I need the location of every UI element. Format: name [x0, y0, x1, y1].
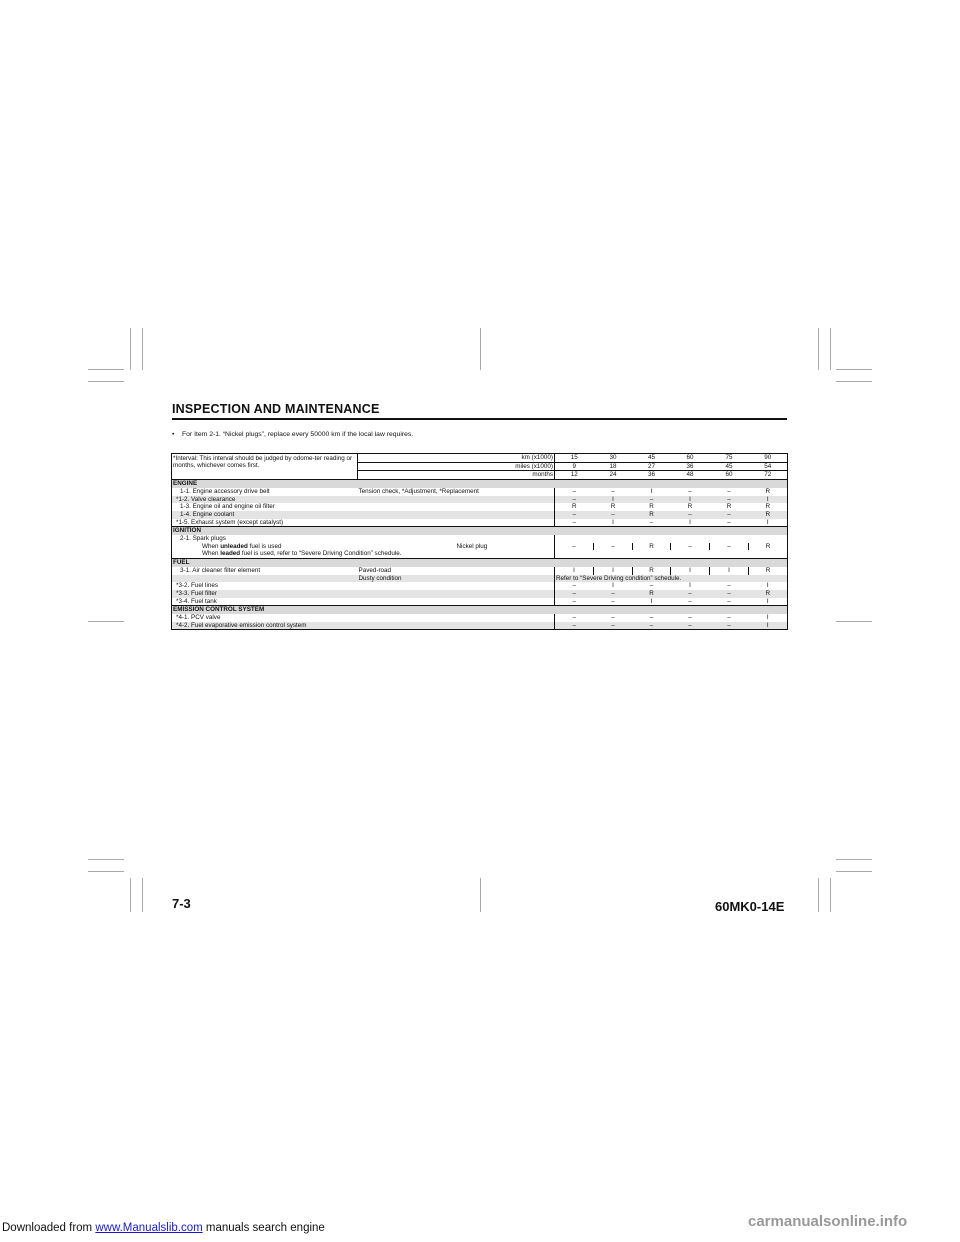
cell-value: –	[688, 487, 692, 495]
unleaded-label	[172, 543, 358, 551]
table-row	[172, 503, 788, 511]
cell-value: I	[710, 567, 749, 575]
title-rule	[172, 418, 787, 420]
cell-value: I	[612, 518, 614, 526]
cell-value: R	[633, 511, 671, 519]
cell-value: –	[710, 543, 749, 551]
interval-label: months	[358, 471, 555, 480]
section-title: INSPECTION AND MAINTENANCE	[172, 402, 380, 416]
interval-value: 60	[710, 471, 749, 480]
item-label: 2-1. Spark plugs	[180, 535, 226, 543]
cell-value: –	[671, 590, 710, 598]
item-detail	[358, 614, 555, 622]
cell-value: –	[555, 543, 594, 551]
cell-value: –	[555, 622, 594, 630]
cell-value: I	[766, 518, 769, 526]
item-label: *1-2. Valve clearance	[172, 496, 358, 504]
cell-value: –	[649, 582, 654, 590]
crop-mark	[88, 871, 124, 872]
item-detail	[358, 496, 555, 504]
empty-cell	[172, 575, 358, 583]
note-text: For Item 2-1. “Nickel plugs”, replace every 50000 km if the local law requires.	[182, 431, 414, 438]
crop-mark	[830, 878, 831, 912]
nickel-plug-label: Nickel plug	[456, 542, 488, 550]
item-detail	[358, 590, 555, 598]
item-label: 1-1. Engine accessory drive belt	[180, 487, 270, 495]
dusty-note: Refer to “Severe Driving condition” schedule.	[555, 575, 788, 583]
interval-value: 45	[710, 462, 749, 471]
cell-value: –	[555, 488, 594, 496]
cell-value: I	[650, 597, 653, 605]
footer-prefix: Downloaded from	[2, 1222, 96, 1234]
item-label: *3-4. Fuel tank	[176, 597, 217, 605]
leaded-label	[172, 550, 555, 558]
crop-mark	[836, 871, 872, 872]
cell-value: R	[749, 511, 788, 519]
cell-value: I	[612, 582, 614, 590]
interval-value: 12	[555, 471, 594, 480]
crop-mark	[818, 878, 819, 912]
item-detail: Paved-road	[358, 566, 392, 574]
section-heading: ENGINE	[172, 480, 788, 488]
cell-value: –	[649, 614, 654, 622]
bullet-note	[172, 431, 413, 438]
interval-value: 48	[671, 471, 710, 480]
table-row	[172, 575, 788, 583]
crop-mark	[130, 878, 131, 912]
cell-value: –	[594, 622, 633, 630]
cell-value: –	[555, 614, 594, 622]
manualslib-link[interactable]: www.Manualslib.com	[95, 1222, 203, 1234]
cell-value: –	[710, 496, 749, 504]
crop-mark	[836, 381, 872, 382]
table-row	[172, 614, 788, 622]
cell-value: I	[766, 582, 769, 590]
table-row	[172, 535, 788, 543]
crop-mark	[836, 859, 872, 860]
interval-value: 27	[633, 462, 671, 471]
section-heading-engine	[172, 480, 788, 488]
cell-value: I	[671, 496, 710, 504]
text-span: leaded	[220, 550, 241, 558]
cell-value: –	[594, 590, 633, 598]
item-detail: Dusty condition	[358, 575, 555, 583]
document-code: 60MK0-14E	[715, 899, 785, 914]
cell-value: R	[633, 590, 671, 598]
interval-value: 36	[633, 471, 671, 480]
cell-value: –	[594, 511, 633, 519]
cell-value: R	[610, 503, 616, 511]
interval-value: 24	[594, 471, 633, 480]
cell-value: –	[688, 597, 692, 605]
table-row	[172, 598, 788, 606]
cell-value: I	[766, 614, 769, 622]
interval-value: 60	[671, 454, 710, 463]
crop-mark	[830, 328, 831, 370]
section-heading: IGNITION	[172, 527, 788, 535]
cell-value: I	[594, 567, 633, 575]
crop-mark	[836, 621, 872, 622]
cell-value: R	[687, 503, 693, 511]
table-row	[172, 511, 788, 519]
table-row	[172, 567, 788, 575]
interval-value: 90	[749, 454, 788, 463]
cell-value: –	[594, 543, 633, 551]
interval-value: 45	[633, 454, 671, 463]
cell-value: –	[555, 590, 594, 598]
item-detail	[358, 598, 555, 606]
cell-value: –	[671, 622, 710, 630]
cell-value: –	[710, 590, 749, 598]
table-row	[172, 496, 788, 504]
cell-value: I	[689, 582, 691, 590]
watermark: carmanualsonline.info	[748, 1213, 908, 1230]
table-row	[172, 519, 788, 527]
item-detail	[358, 511, 555, 519]
cell-value: –	[727, 582, 731, 590]
cell-value: –	[727, 597, 731, 605]
cell-value: –	[555, 598, 594, 606]
item-detail: Tension check, *Adjustment, *Replacement	[358, 487, 479, 495]
item-label: *3-3. Fuel filter	[172, 590, 358, 598]
crop-mark	[818, 328, 819, 370]
maintenance-schedule-table	[171, 453, 788, 630]
cell-value: I	[689, 518, 691, 526]
item-detail	[358, 519, 555, 527]
download-footer	[2, 1222, 325, 1234]
crop-mark	[88, 381, 124, 382]
cell-value: I	[650, 487, 653, 495]
cell-value: –	[649, 518, 654, 526]
cell-value: –	[555, 496, 594, 504]
cell-value: R	[765, 487, 771, 495]
crop-mark	[480, 328, 481, 370]
crop-mark	[480, 878, 481, 912]
section-heading-fuel	[172, 559, 788, 567]
section-heading: FUEL	[172, 559, 788, 567]
empty-cell	[555, 550, 788, 558]
cell-value: –	[727, 518, 731, 526]
interval-value: 72	[749, 471, 788, 480]
footer-tagline: manuals search engine	[202, 1222, 325, 1234]
interval-value: 15	[555, 454, 594, 463]
interval-value: 30	[594, 454, 633, 463]
crop-mark	[88, 369, 124, 370]
section-heading: EMISSION CONTROL SYSTEM	[172, 606, 788, 614]
cell-value: R	[633, 567, 671, 575]
cell-value: R	[633, 543, 671, 551]
interval-value: 18	[594, 462, 633, 471]
item-detail	[358, 503, 555, 511]
item-detail	[358, 582, 555, 590]
item-label: 3-1. Air cleaner filter element	[180, 566, 261, 574]
text-span: fuel is used, refer to “Severe Driving Condition” schedule.	[240, 550, 402, 558]
cell-value: –	[633, 622, 671, 630]
cell-value: I	[555, 567, 594, 575]
cell-value: –	[671, 543, 710, 551]
item-label: 1-4. Engine coolant	[172, 511, 358, 519]
item-label: 1-3. Engine oil and engine oil filter	[180, 503, 275, 511]
cell-value: –	[611, 597, 615, 605]
table-row	[172, 590, 788, 598]
interval-row	[172, 454, 788, 463]
interval-label: miles (x1000)	[358, 462, 555, 471]
text-span: When	[202, 550, 221, 558]
cell-value: –	[611, 614, 615, 622]
interval-label: km (x1000)	[358, 454, 555, 463]
crop-mark	[88, 859, 124, 860]
cell-value: I	[766, 597, 769, 605]
cell-value: R	[649, 503, 654, 511]
text-span: When	[202, 542, 221, 550]
table-row	[172, 582, 788, 590]
text-span: fuel is used	[247, 542, 282, 550]
cell-value: –	[727, 614, 731, 622]
cell-value: –	[710, 622, 749, 630]
cell-value: I	[749, 496, 788, 504]
interval-value: 54	[749, 462, 788, 471]
table-row	[172, 622, 788, 630]
cell-value: –	[633, 496, 671, 504]
cell-value: –	[710, 511, 749, 519]
empty-cell	[555, 535, 788, 543]
cell-value: –	[671, 511, 710, 519]
section-heading-ignition	[172, 527, 788, 535]
cell-value: R	[749, 567, 788, 575]
crop-mark	[142, 328, 143, 370]
cell-value: R	[749, 543, 788, 551]
crop-mark	[836, 369, 872, 370]
interval-note: *Interval: This interval should be judged by odome-ter reading or months, whichever comes first.	[173, 455, 353, 469]
table-row	[172, 550, 788, 558]
item-detail	[358, 543, 555, 551]
item-label: *1-5. Exhaust system (except catalyst)	[176, 518, 284, 526]
page-number: 7-3	[172, 896, 191, 911]
cell-value: R	[749, 590, 788, 598]
cell-value: R	[726, 503, 732, 511]
text-span: unleaded	[220, 542, 248, 550]
section-heading-emission	[172, 606, 788, 614]
interval-value: 75	[710, 454, 749, 463]
cell-value: R	[765, 503, 771, 511]
interval-value: 9	[555, 462, 594, 471]
cell-value: –	[555, 582, 594, 590]
crop-mark	[130, 328, 131, 370]
cell-value: –	[688, 614, 692, 622]
item-label: *3-2. Fuel lines	[176, 582, 218, 590]
table-row	[172, 488, 788, 496]
cell-value: I	[594, 496, 633, 504]
cell-value: I	[749, 622, 788, 630]
interval-value: 36	[671, 462, 710, 471]
crop-mark	[88, 621, 124, 622]
cell-value: –	[555, 519, 594, 527]
crop-mark	[142, 878, 143, 912]
item-label: *4-2. Fuel evaporative emission control system	[172, 622, 555, 630]
table-row	[172, 543, 788, 551]
cell-value: –	[611, 487, 615, 495]
cell-value: I	[671, 567, 710, 575]
item-label: *4-1. PCV valve	[176, 614, 221, 622]
cell-value: R	[555, 503, 594, 511]
cell-value: –	[727, 487, 731, 495]
cell-value: –	[555, 511, 594, 519]
bullet-icon: •	[172, 431, 175, 438]
